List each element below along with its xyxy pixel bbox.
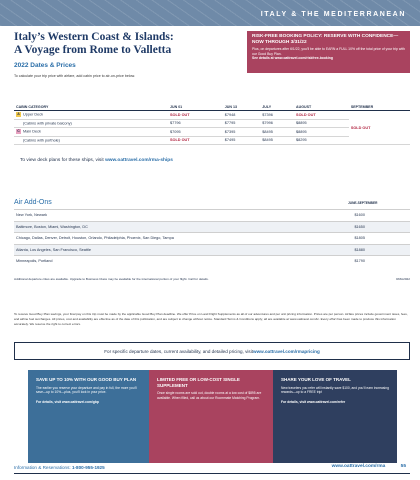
footer-url[interactable]: www.oattravel.com/rma [331,464,386,469]
cabin-price-table [14,104,410,145]
air-addons-table [14,209,410,267]
footer-contact [14,465,105,470]
air-column-header: JUNE-SEPTEMBER [348,201,378,205]
price-cell: $8895 [294,119,349,128]
air-city: New York, Newark [16,213,48,218]
cabin-cell [14,119,168,128]
price-cell: $7095 [168,128,223,137]
category-badge-empty [16,138,21,143]
col-july: JULY [260,104,294,111]
air-city: Minneapolis, Portland [16,259,53,264]
air-addons-title: Air Add-Ons [14,199,52,206]
price-cell: $7395 [223,128,261,137]
risk-free-body: Plus, on departures after 6/1/22, you’ll be able to EARN a FULL 10% off the total price of your trip with our Good Buy Plan. [252,47,405,56]
col-august: AUGUST [294,104,349,111]
pricing-bar-link[interactable]: www.oattravel.com/rmapricing [253,348,320,354]
promo-body: The earlier you reserve your departure and pay in full, the more you’ll save—up to 10%—plus, you’ll lock in your price. [36,385,137,395]
table-row [14,209,410,221]
price-cell: SOLD OUT [168,136,223,145]
title-line-1: Italy’s Western Coast & Islands: [14,31,174,43]
category-c-badge: C [17,129,20,134]
table-row [14,255,410,267]
deck-plans-link[interactable]: www.oattravel.com/rma-ships [105,158,173,163]
promo-body: New travelers you refer will instantly save $100, and you’ll earn increasing rewards—up to a FREE trip! [281,385,389,395]
air-footnote [14,277,410,281]
air-trip-code: RMA2022 [396,277,410,281]
price-cell: $8295 [294,136,349,145]
price-cell: $7948 [223,111,261,120]
air-city: Atlanta, Los Angeles, San Francisco, Seattle [16,247,91,252]
price-cell: $7996 [260,119,294,128]
category-a-badge: A [17,112,20,117]
footer-right [332,464,406,469]
price-cell: $7796 [168,119,223,128]
col-cabin-category: CABIN CATEGORY [14,104,168,111]
air-price: $1600 [354,213,365,218]
col-september: SEPTEMBER [349,104,410,111]
footer-phone[interactable]: 1-800-955-1925 [71,465,105,470]
promo-link[interactable]: For details, visit www.oattravel.com/refer [281,399,346,404]
col-jun13: JUN 13 [223,104,261,111]
cabin-name: (Cabins with private balcony) [23,121,72,126]
promo-title: LIMITED FREE OR LOW-COST SINGLE SUPPLEMENT [157,377,240,388]
promo-title: SHARE YOUR LOVE OF TRAVEL [281,377,351,382]
deck-plans-line [20,158,173,163]
deck-plans-text: To view deck plans for these ships, visit [20,158,106,163]
cabin-cell [14,128,168,137]
september-sold-out: SOLD OUT [349,111,410,145]
air-price: $1880 [354,247,365,252]
footer-rule [14,473,410,474]
good-buy-plan-promo [28,370,149,463]
cabin-name: (Cabins with porthole) [23,138,60,143]
legal-fine-print: To receive Good Buy Plan savings, your final pay on this trip must be made by the applicable Good Buy Plan deadline. We offer Price on Land Flight Supplements as all of our adventures and per unit pricing information. Prices are per person. Airfare prices include government taxes, fees, and airline fuel surcharges. All prices, cost and availability are effective as of the date of this publication, and are subject to change without notice. Standard Terms & Conditions apply; all are available at www.oattravel.com/tc. Every effort has been made to produce this information accurately. We reserve the right to correct errors. [14,312,408,326]
risk-free-booking-box [247,31,410,73]
promo-title: SAVE UP TO 10% WITH OUR GOOD BUY PLAN [36,377,137,382]
banner-title: ITALY & THE MEDITERRANEAN [260,11,406,18]
cabin-cell [14,136,168,145]
table-row [14,244,410,256]
air-city: Chicago, Dallas, Denver, Detroit, Houston, Orlando, Philadelphia, Phoenix, San Diego, Tampa [16,236,174,241]
table-row [14,111,410,120]
table-row [14,232,410,244]
air-price: $1650 [354,224,365,229]
promo-link[interactable]: For details, visit www.oattravel.com/gbp [36,399,99,404]
risk-free-link[interactable]: See details at www.oattravel.com/riskfree-booking [252,56,333,60]
price-calculation-note: To calculate your trip price with airfare, add cabin price to air-on-price below. [14,74,136,78]
category-badge-empty [16,121,21,126]
price-cell: $8495 [260,128,294,137]
price-cell: SOLD OUT [168,111,223,120]
pricing-bar [14,342,410,360]
cabin-name: Upper Deck [23,112,44,117]
risk-free-headline: RISK-FREE BOOKING POLICY: RESERVE WITH CONFIDENCE—NOW THROUGH 3/31/22 [252,34,399,45]
promo-body: Once single rooms are sold out, double rooms at a low cost of $895 are available. When filled, call us about our Roommate Matching Program. [157,391,262,400]
air-note-text: Additional departure cities are available. Upgrade to Business Class may be available for the international portion of your flight. Call for details. [14,277,209,281]
air-city: Baltimore, Boston, Miami, Washington, DC [16,224,88,229]
single-supplement-promo [149,370,273,463]
title-line-2: A Voyage from Rome to Valletta [14,44,172,56]
price-cell: $8895 [294,128,349,137]
footer-contact-label: Information & Reservations: [14,465,72,470]
price-cell: $7396 [260,111,294,120]
air-price: $1790 [354,259,365,264]
price-cell: $7495 [223,136,261,145]
cabin-name: Main Deck [23,129,41,134]
price-cell: SOLD OUT [294,111,349,120]
dates-prices-subtitle: 2022 Dates & Prices [14,62,76,69]
page-number: 55 [400,464,406,469]
cabin-cell [14,111,168,120]
pricing-bar-text: For specific departure dates, current availability, and detailed pricing, visit [104,348,254,354]
price-cell: $7795 [223,119,261,128]
referral-promo [273,370,397,463]
page-title [14,31,244,57]
col-jun01: JUN 01 [168,104,223,111]
table-row [14,221,410,233]
air-price: $1805 [354,236,365,241]
price-cell: $8495 [260,136,294,145]
top-banner [0,0,420,26]
